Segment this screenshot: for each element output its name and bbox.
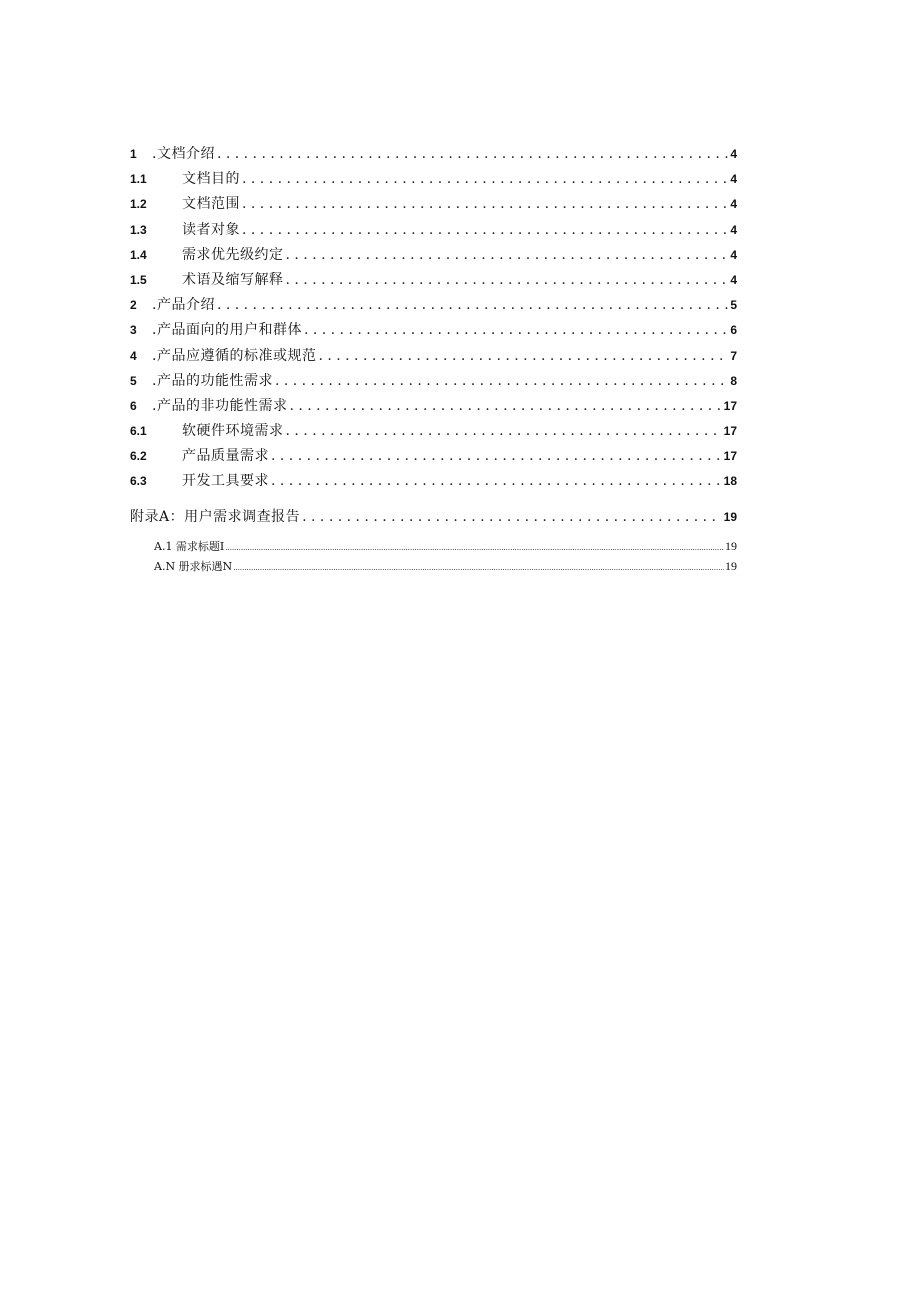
toc-appendix-item-title: A.N 册求标遇N	[154, 559, 233, 573]
dot-leader	[242, 171, 728, 187]
toc-entry-title: .文档介绍	[152, 146, 215, 162]
toc-entry-number: 4	[130, 348, 137, 363]
dot-leader	[275, 373, 728, 389]
toc-entry[interactable]	[130, 143, 737, 168]
toc-entry-title: 文档范围	[182, 196, 240, 213]
toc-entry-page: 17	[723, 424, 737, 439]
toc-entry-number: 6.3	[130, 474, 147, 489]
toc-entry-number: 1	[130, 147, 137, 161]
toc-appendix-item-title: A.1 需求标题I	[154, 539, 225, 553]
toc-entry-page: 17	[723, 398, 737, 413]
toc-entry-number: 6.2	[130, 449, 147, 464]
dot-leader	[217, 146, 728, 162]
dot-leader	[225, 540, 724, 553]
toc-entry-title: 术语及缩写解释	[182, 271, 284, 288]
toc-entry-title: 文档目的	[182, 171, 240, 188]
dot-leader	[217, 297, 728, 313]
toc-entry-page: 18	[723, 474, 737, 489]
toc-entry-title: 产品质量需求	[182, 448, 269, 465]
toc-appendix-title: 附录A：用户需求调查报告	[130, 508, 301, 525]
toc-entry-page: 5	[730, 298, 737, 313]
toc-entry[interactable]	[130, 269, 737, 294]
dot-leader	[233, 560, 724, 573]
toc-entry[interactable]	[130, 445, 737, 470]
toc-entry[interactable]	[130, 193, 737, 218]
toc-appendix-item[interactable]	[130, 538, 737, 558]
toc-entry-page: 4	[730, 197, 737, 212]
toc-entry-title: .产品面向的用户和群体	[152, 322, 302, 339]
dot-leader	[304, 322, 728, 338]
toc-entry-number: 1.1	[130, 172, 147, 187]
toc-entry[interactable]	[130, 470, 737, 495]
toc-entry-number: 2	[130, 298, 137, 313]
dot-leader	[289, 398, 721, 414]
toc-entry-page: 4	[730, 172, 737, 187]
toc-entry[interactable]	[130, 219, 737, 244]
toc-entry-number: 1.4	[130, 247, 147, 262]
toc-entry-page: 17	[723, 449, 737, 464]
toc-appendix-item-page: 19	[725, 538, 737, 553]
toc-entry[interactable]	[130, 395, 737, 420]
dot-leader	[242, 196, 728, 212]
toc-entry-title: 需求优先级约定	[182, 246, 284, 263]
toc-entry-page: 4	[730, 147, 737, 161]
toc-entry-number: 3	[130, 323, 137, 338]
toc-entry-number: 5	[130, 373, 137, 388]
toc-entry-number: 6	[130, 398, 137, 413]
toc-entry-title: .产品的功能性需求	[152, 372, 273, 389]
toc-entry-number: 1.3	[130, 222, 147, 237]
toc-entry-title: .产品的非功能性需求	[152, 397, 288, 414]
toc-entry-page: 7	[730, 348, 737, 363]
dot-leader	[271, 473, 722, 489]
toc-entry[interactable]	[130, 420, 737, 445]
toc-appendix-entry[interactable]	[130, 506, 737, 532]
dot-leader	[271, 448, 722, 464]
toc-entry-page: 4	[730, 222, 737, 237]
toc-entry-page: 8	[730, 373, 737, 388]
toc-entry-page: 4	[730, 247, 737, 262]
toc-entry-title: .产品介绍	[152, 297, 215, 314]
toc-entry-title: 读者对象	[182, 221, 240, 238]
dot-leader	[242, 222, 728, 238]
toc-entry[interactable]	[130, 319, 737, 344]
toc-entry[interactable]	[130, 168, 737, 193]
toc-entry[interactable]	[130, 370, 737, 395]
toc-appendix-page: 19	[723, 509, 737, 524]
toc-appendix-item-page: 19	[725, 558, 737, 573]
dot-leader	[318, 348, 728, 364]
toc-entry-title: 开发工具要求	[182, 473, 269, 490]
toc-appendix-item[interactable]	[130, 558, 737, 578]
dot-leader	[302, 509, 722, 525]
toc-entry-number: 1.5	[130, 272, 147, 287]
toc-entry-page: 4	[730, 272, 737, 287]
toc-entry-number: 6.1	[130, 424, 147, 439]
toc-entry-page: 6	[730, 323, 737, 338]
dot-leader	[286, 272, 729, 288]
toc-entry-number: 1.2	[130, 197, 147, 212]
toc-entry-title: .产品应遵循的标准或规范	[152, 347, 317, 364]
dot-leader	[286, 247, 729, 263]
dot-leader	[286, 423, 722, 439]
toc-entry[interactable]	[130, 294, 737, 319]
toc-entry-title: 软硬件环境需求	[182, 423, 284, 440]
toc-entry[interactable]	[130, 345, 737, 370]
table-of-contents	[130, 143, 737, 578]
toc-entry[interactable]	[130, 244, 737, 269]
